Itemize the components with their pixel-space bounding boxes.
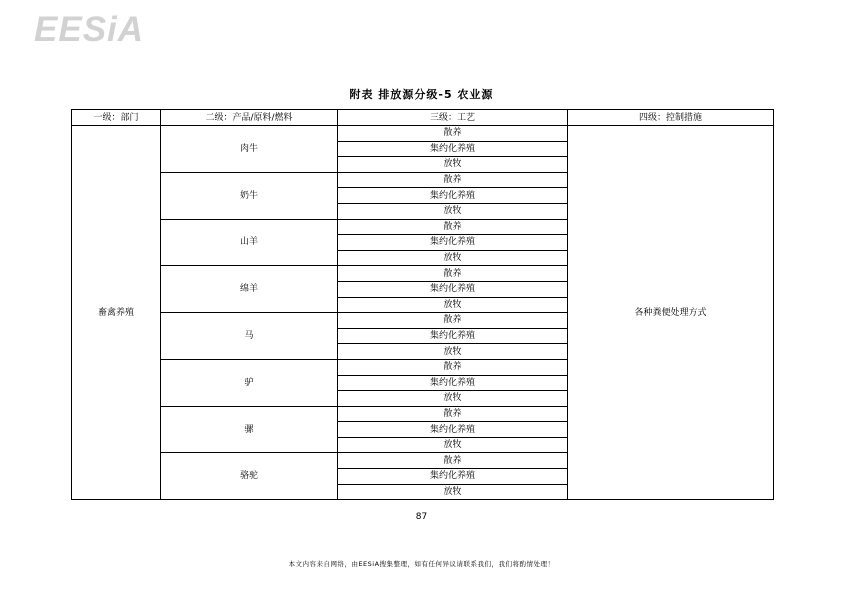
header-level4: 四级：控制措施 (568, 110, 774, 126)
table-row (72, 126, 774, 142)
header-level2: 二级：产品/原料/燃料 (161, 110, 338, 126)
process-cell: 散养 (338, 219, 568, 235)
process-cell: 散养 (338, 359, 568, 375)
sector-cell: 畜禽养殖 (72, 126, 161, 500)
process-cell: 散养 (338, 313, 568, 329)
table-header-row (72, 110, 774, 126)
product-cell: 绵羊 (161, 266, 338, 313)
process-cell: 散养 (338, 172, 568, 188)
process-cell: 集约化养殖 (338, 141, 568, 157)
product-cell: 山羊 (161, 219, 338, 266)
process-cell: 放牧 (338, 437, 568, 453)
process-cell: 集约化养殖 (338, 469, 568, 485)
process-cell: 放牧 (338, 391, 568, 407)
process-cell: 集约化养殖 (338, 281, 568, 297)
process-cell: 放牧 (338, 250, 568, 266)
process-cell: 放牧 (338, 484, 568, 500)
process-cell: 散养 (338, 406, 568, 422)
eesia-logo: EESiA (34, 10, 145, 49)
footer-note: 本文内容来自网络，由EESiA搜集整理，如有任何异议请联系我们，我们将酌情处理！ (288, 560, 555, 568)
process-cell: 集约化养殖 (338, 422, 568, 438)
process-cell: 放牧 (338, 157, 568, 173)
page-number: 87 (415, 512, 428, 522)
process-cell: 集约化养殖 (338, 375, 568, 391)
process-cell: 散养 (338, 126, 568, 142)
header-level3: 三级：工艺 (338, 110, 568, 126)
process-cell: 放牧 (338, 344, 568, 360)
product-cell: 骆驼 (161, 453, 338, 500)
emission-source-table (71, 109, 774, 500)
table-title: 附表 排放源分级-5 农业源 (349, 88, 494, 101)
table-body (72, 126, 774, 500)
header-level1: 一级：部门 (72, 110, 161, 126)
process-cell: 集约化养殖 (338, 328, 568, 344)
product-cell: 骡 (161, 406, 338, 453)
process-cell: 放牧 (338, 203, 568, 219)
product-cell: 驴 (161, 359, 338, 406)
product-cell: 马 (161, 313, 338, 360)
process-cell: 放牧 (338, 297, 568, 313)
control-cell: 各种粪便处理方式 (568, 126, 774, 500)
process-cell: 散养 (338, 266, 568, 282)
process-cell: 集约化养殖 (338, 188, 568, 204)
product-cell: 奶牛 (161, 172, 338, 219)
process-cell: 散养 (338, 453, 568, 469)
product-cell: 肉牛 (161, 126, 338, 173)
process-cell: 集约化养殖 (338, 235, 568, 251)
